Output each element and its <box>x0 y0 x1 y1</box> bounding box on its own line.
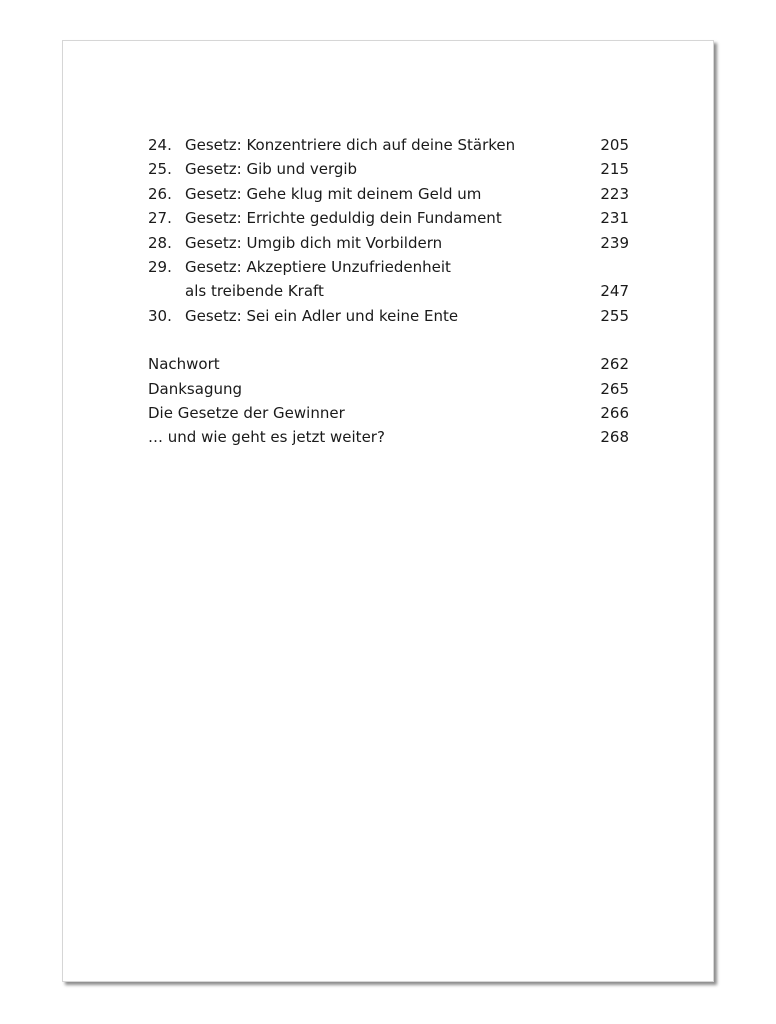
toc-entry-page: 215 <box>600 160 629 179</box>
toc-entry-danksagung <box>148 377 629 401</box>
toc-entry-number: 26. <box>148 184 172 203</box>
toc-entry-page: 268 <box>600 428 629 447</box>
toc-entry-number: 25. <box>148 160 172 179</box>
table-of-contents <box>148 133 629 450</box>
toc-entry-title: Die Gesetze der Gewinner <box>148 403 345 422</box>
toc-entry-page: 223 <box>600 184 629 203</box>
toc-entry-title: Gesetz: Gehe klug mit deinem Geld um <box>185 184 482 203</box>
toc-entry-page: 231 <box>600 209 629 228</box>
toc-entry-title-continued: als treibende Kraft <box>185 282 324 301</box>
toc-entry-number: 30. <box>148 306 172 325</box>
toc-entry-nachwort <box>148 352 629 376</box>
toc-entry-number: 29. <box>148 257 172 276</box>
toc-entry-title: Gesetz: Gib und vergib <box>185 160 358 179</box>
toc-entry-law-28 <box>148 231 629 255</box>
toc-entry-title: Nachwort <box>148 355 220 374</box>
toc-entry-number: 24. <box>148 136 172 154</box>
toc-entry-number: 27. <box>148 209 172 228</box>
toc-entry-page: 266 <box>600 403 629 422</box>
toc-entry-title: Gesetz: Sei ein Adler und keine Ente <box>185 306 459 325</box>
toc-entry-law-24 <box>148 133 629 157</box>
toc-entry-title: Gesetz: Umgib dich mit Vorbildern <box>185 233 443 252</box>
toc-entry-page: 262 <box>600 355 629 374</box>
toc-entry-number: 28. <box>148 233 172 252</box>
toc-entry-title: Gesetz: Akzeptiere Unzufriedenheit <box>185 257 451 276</box>
book-page <box>62 40 714 982</box>
toc-entry-gesetze-der-gewinner <box>148 401 629 425</box>
toc-entry-law-29 <box>148 255 629 279</box>
toc-entry-law-25 <box>148 157 629 181</box>
toc-entry-page: 255 <box>600 306 629 325</box>
toc-entry-title: Gesetz: Konzentriere dich auf deine Stärken <box>185 136 516 154</box>
toc-entry-law-29-continued <box>148 279 629 303</box>
toc-entry-title: … und wie geht es jetzt weiter? <box>148 428 385 447</box>
toc-entry-title: Gesetz: Errichte geduldig dein Fundament <box>185 209 502 228</box>
toc-entry-page: 205 <box>600 136 629 154</box>
toc-entry-law-26 <box>148 182 629 206</box>
toc-entry-page: 247 <box>600 282 629 301</box>
toc-entry-law-30 <box>148 304 629 328</box>
section-spacer <box>148 328 629 352</box>
toc-entry-title: Danksagung <box>148 379 242 398</box>
toc-entry-page: 265 <box>600 379 629 398</box>
toc-entry-wie-geht-es-weiter <box>148 425 629 449</box>
toc-entry-page: 239 <box>600 233 629 252</box>
toc-entry-law-27 <box>148 206 629 230</box>
